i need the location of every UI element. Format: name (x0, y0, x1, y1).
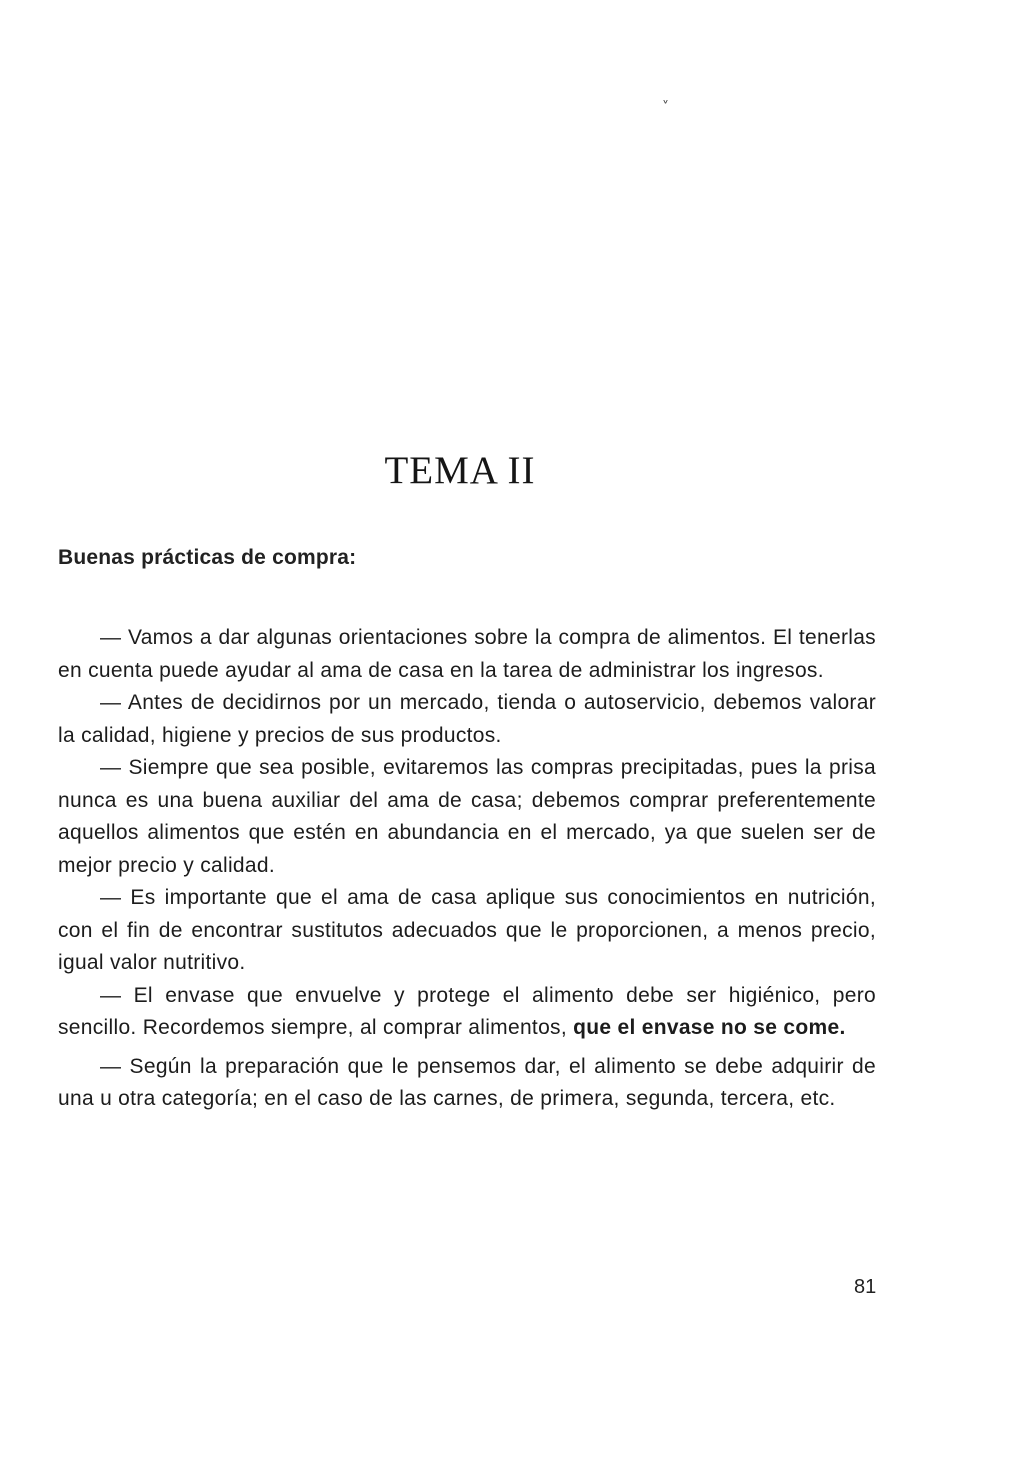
paragraph-5-emphasis: que el envase no se come. (573, 1016, 846, 1039)
paragraph-2: — Antes de decidirnos por un mercado, tienda o autoservicio, debemos valorar la calidad, higiene y precios de sus productos. (58, 691, 876, 747)
print-speck: ˬ (662, 88, 669, 104)
paragraph-1: — Vamos a dar algunas orientaciones sobre la compra de alimentos. El tenerlas en cuenta puede ayudar al ama de casa en la tarea de administrar los ingresos. (58, 626, 876, 682)
paragraph-5-text: — El envase que envuelve y protege el alimento debe ser higiénico, pero sencillo. Recordemos siempre, al comprar alimentos, (58, 983, 876, 1039)
section-heading: Buenas prácticas de compra: (58, 546, 357, 569)
paragraph-3: — Siempre que sea posible, evitaremos las compras precipitadas, pues la prisa nunca es una buena auxiliar del ama de casa; debemos comprar preferentemente aquellos alimentos que estén en abundancia en el mercado, ya que suelen ser de mejor precio y calidad. (58, 756, 876, 877)
paragraph-5 (58, 980, 876, 1045)
paragraph-6: — Según la preparación que le pensemos dar, el alimento se debe adquirir de una u otra categoría; en el caso de las carnes, de primera, segunda, tercera, etc. (58, 1054, 876, 1110)
chapter-title: TEMA II (384, 449, 536, 492)
page-number: 81 (854, 1276, 877, 1298)
paragraph-4: — Es importante que el ama de casa aplique sus conocimientos en nutrición, con el fin de encontrar sustitutos adecuados que le proporcionen, a menos precio, igual valor nutritivo. (58, 886, 876, 974)
body-text (58, 622, 876, 1116)
